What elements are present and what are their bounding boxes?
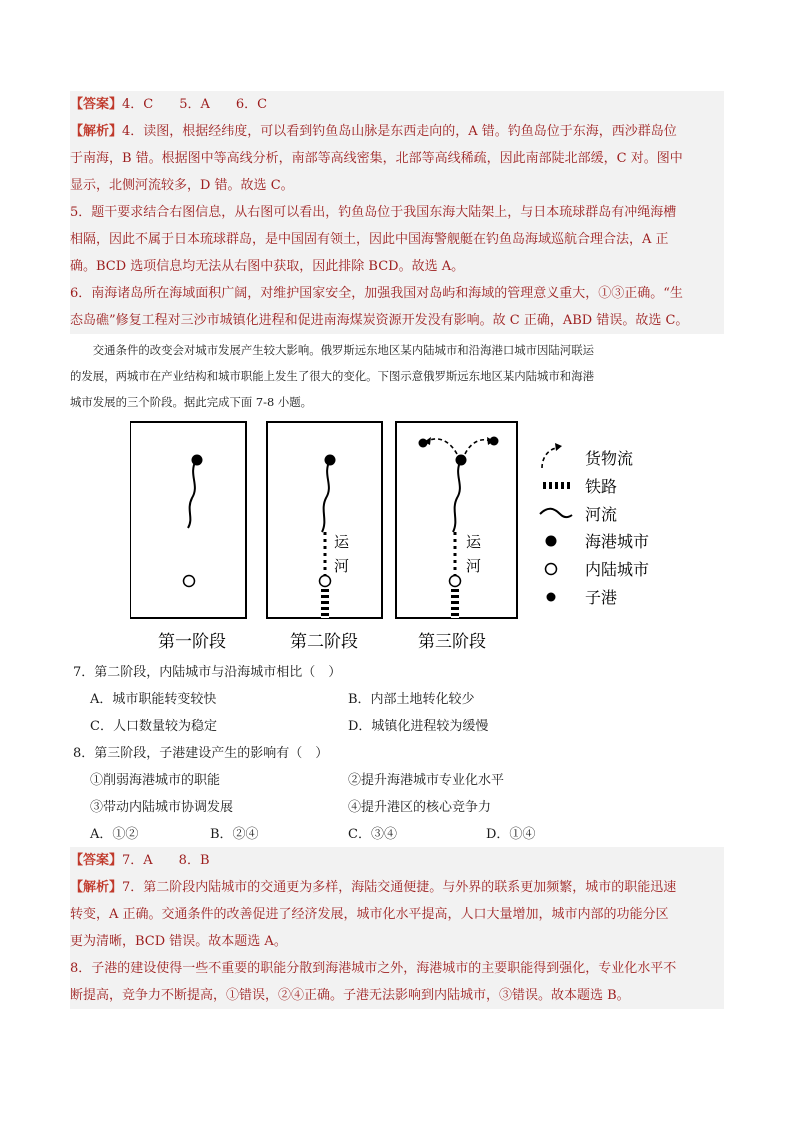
panel-1-label: 第一阶段 [158, 632, 226, 652]
q7-option-a[interactable]: A．城市职能转变较快 [90, 692, 217, 707]
answer-line [70, 847, 724, 874]
analysis-line: 显示，北侧河流较多，D 错。故选 C。 [70, 178, 294, 193]
legend-goods-flow: 货物流 [585, 449, 634, 468]
stem-line: 城市发展的三个阶段。据此完成下面 7-8 小题。 [70, 395, 313, 409]
panel-3-canal-label-1: 运 [466, 533, 482, 551]
analysis-line: 5．题干要求结合右图信息，从右图可以看出，钓鱼岛位于我国东海大陆架上，与日本琉球群岛有冲绳海槽 [70, 205, 677, 220]
city-development-figure [130, 420, 670, 660]
stem-line: 交通条件的改变会对城市发展产生较大影响。俄罗斯远东地区某内陆城市和沿海港口城市因陆河联运 [70, 343, 594, 357]
analysis-tag: 【解析】 [70, 880, 123, 895]
analysis-line: 更为清晰，BCD 错误。故本题选 A。 [70, 934, 287, 949]
panel-2-railway [321, 586, 329, 618]
question-7-stem: 7．第二阶段，内陆城市与沿海城市相比（ ） [73, 665, 342, 680]
legend-seaport-city-symbol [546, 536, 557, 547]
panel-1-frame [130, 422, 246, 618]
panel-3-railway [451, 586, 459, 618]
q8-option-d[interactable]: D．①④ [486, 827, 536, 842]
q8-item-4: ④提升港区的核心竞争力 [348, 800, 492, 815]
analysis-text: 4．读图，根据经纬度，可以看到钓鱼岛山脉是东西走向的，A 错。钓鱼岛位于东海，西沙群岛位 [122, 124, 677, 139]
analysis-line: 态岛礁”修复工程对三沙市城镇化进程和促进南海煤炭资源开发没有影响。故 C 正确，ABD 错误。故选 C。 [70, 313, 689, 328]
analysis-line [70, 874, 724, 901]
panel-3-goods-flow-left [426, 439, 457, 454]
answer-line [70, 91, 724, 118]
analysis-tag: 【解析】 [70, 124, 123, 139]
q8-option-b[interactable]: B．②④ [210, 827, 259, 842]
panel-3-sub-port-left [419, 439, 428, 448]
panel-3-inland-city [450, 576, 461, 587]
answer-tag: 【答案】 [70, 853, 123, 868]
panel-1-inland-city [184, 576, 195, 587]
panel-2-canal-label-1: 运 [334, 533, 350, 551]
panel-2-label: 第二阶段 [290, 632, 358, 652]
answer-text: 4．C 5．A 6．C [122, 97, 268, 112]
analysis-line [70, 118, 724, 145]
answer-block-7-8 [70, 847, 724, 1009]
analysis-line: 断提高，竞争力不断提高，①错误，②④正确。子港无法影响到内陆城市，③错误。故本题选 B。 [70, 988, 630, 1003]
analysis-line: 转变，A 正确。交通条件的改善促进了经济发展，城市化水平提高，人口大量增加，城市内部的功能分区 [70, 907, 669, 922]
panel-2-river [322, 460, 330, 532]
analysis-line: 6．南海诸岛所在海域面积广阔，对维护国家安全，加强我国对岛屿和海域的管理意义重大，①③正确。“生 [70, 286, 683, 301]
legend-goods-flow-arrowhead [555, 443, 562, 451]
analysis-line: 于南海，B 错。根据图中等高线分析，南部等高线密集，北部等高线稀疏，因此南部陡北部缓，C 对。图中 [70, 151, 683, 166]
analysis-text: 7．第二阶段内陆城市的交通更为多样，海陆交通便捷。与外界的联系更加频繁，城市的职能迅速 [122, 880, 677, 895]
panel-2-seaport-city [325, 455, 336, 466]
legend-railway-symbol [540, 482, 572, 489]
panel-2-inland-city [320, 576, 331, 587]
analysis-line: 相隔，因此不属于日本琉球群岛，是中国固有领土，因此中国海警舰艇在钓鱼岛海域巡航合理合法，A 正 [70, 232, 669, 247]
question-stem [70, 337, 724, 415]
analysis-line: 8．子港的建设使得一些不重要的职能分散到海港城市之外，海港城市的主要职能得到强化，专业化水平不 [70, 961, 677, 976]
answer-tag: 【答案】 [70, 97, 123, 112]
legend-river: 河流 [585, 505, 618, 524]
q7-option-b[interactable]: B．内部土地转化较少 [348, 692, 475, 707]
legend-seaport-city: 海港城市 [585, 532, 650, 551]
panel-3-river [453, 460, 461, 532]
answer-text: 7．A 8．B [122, 853, 210, 868]
q7-option-c[interactable]: C．人口数量较为稳定 [90, 719, 217, 734]
q8-item-1: ①削弱海港城市的职能 [90, 773, 221, 788]
question-8-stem: 8．第三阶段，子港建设产生的影响有（ ） [73, 746, 329, 761]
panel-1-river [188, 460, 196, 528]
panel-1-seaport-city [192, 455, 203, 466]
panel-3-sub-port-right [490, 437, 499, 446]
q8-item-3: ③带动内陆城市协调发展 [90, 800, 234, 815]
answer-block-4-6 [70, 91, 724, 334]
legend-inland-city-symbol [546, 564, 557, 575]
q7-option-d[interactable]: D．城镇化进程较为缓慢 [348, 719, 489, 734]
stem-line: 的发展，两城市在产业结构和城市职能上发生了很大的变化。下图示意俄罗斯远东地区某内陆城市和海港 [70, 369, 594, 383]
q8-item-2: ②提升海港城市专业化水平 [348, 773, 505, 788]
legend-railway: 铁路 [585, 477, 618, 496]
panel-3-seaport-city [456, 455, 467, 466]
q8-option-c[interactable]: C．③④ [348, 827, 397, 842]
legend-sub-port-symbol [547, 593, 556, 602]
q8-option-a[interactable]: A．①② [90, 827, 139, 842]
legend-goods-flow-symbol [542, 448, 558, 468]
panel-3-label: 第三阶段 [418, 632, 486, 652]
legend-sub-port: 子港 [585, 588, 618, 607]
legend-inland-city: 内陆城市 [585, 560, 650, 579]
legend-river-symbol [540, 509, 572, 517]
panel-3-canal-label-2: 河 [466, 557, 482, 575]
analysis-line: 确。BCD 选项信息均无法从右图中获取，因此排除 BCD。故选 A。 [70, 259, 465, 274]
panel-2-canal-label-2: 河 [334, 557, 350, 575]
